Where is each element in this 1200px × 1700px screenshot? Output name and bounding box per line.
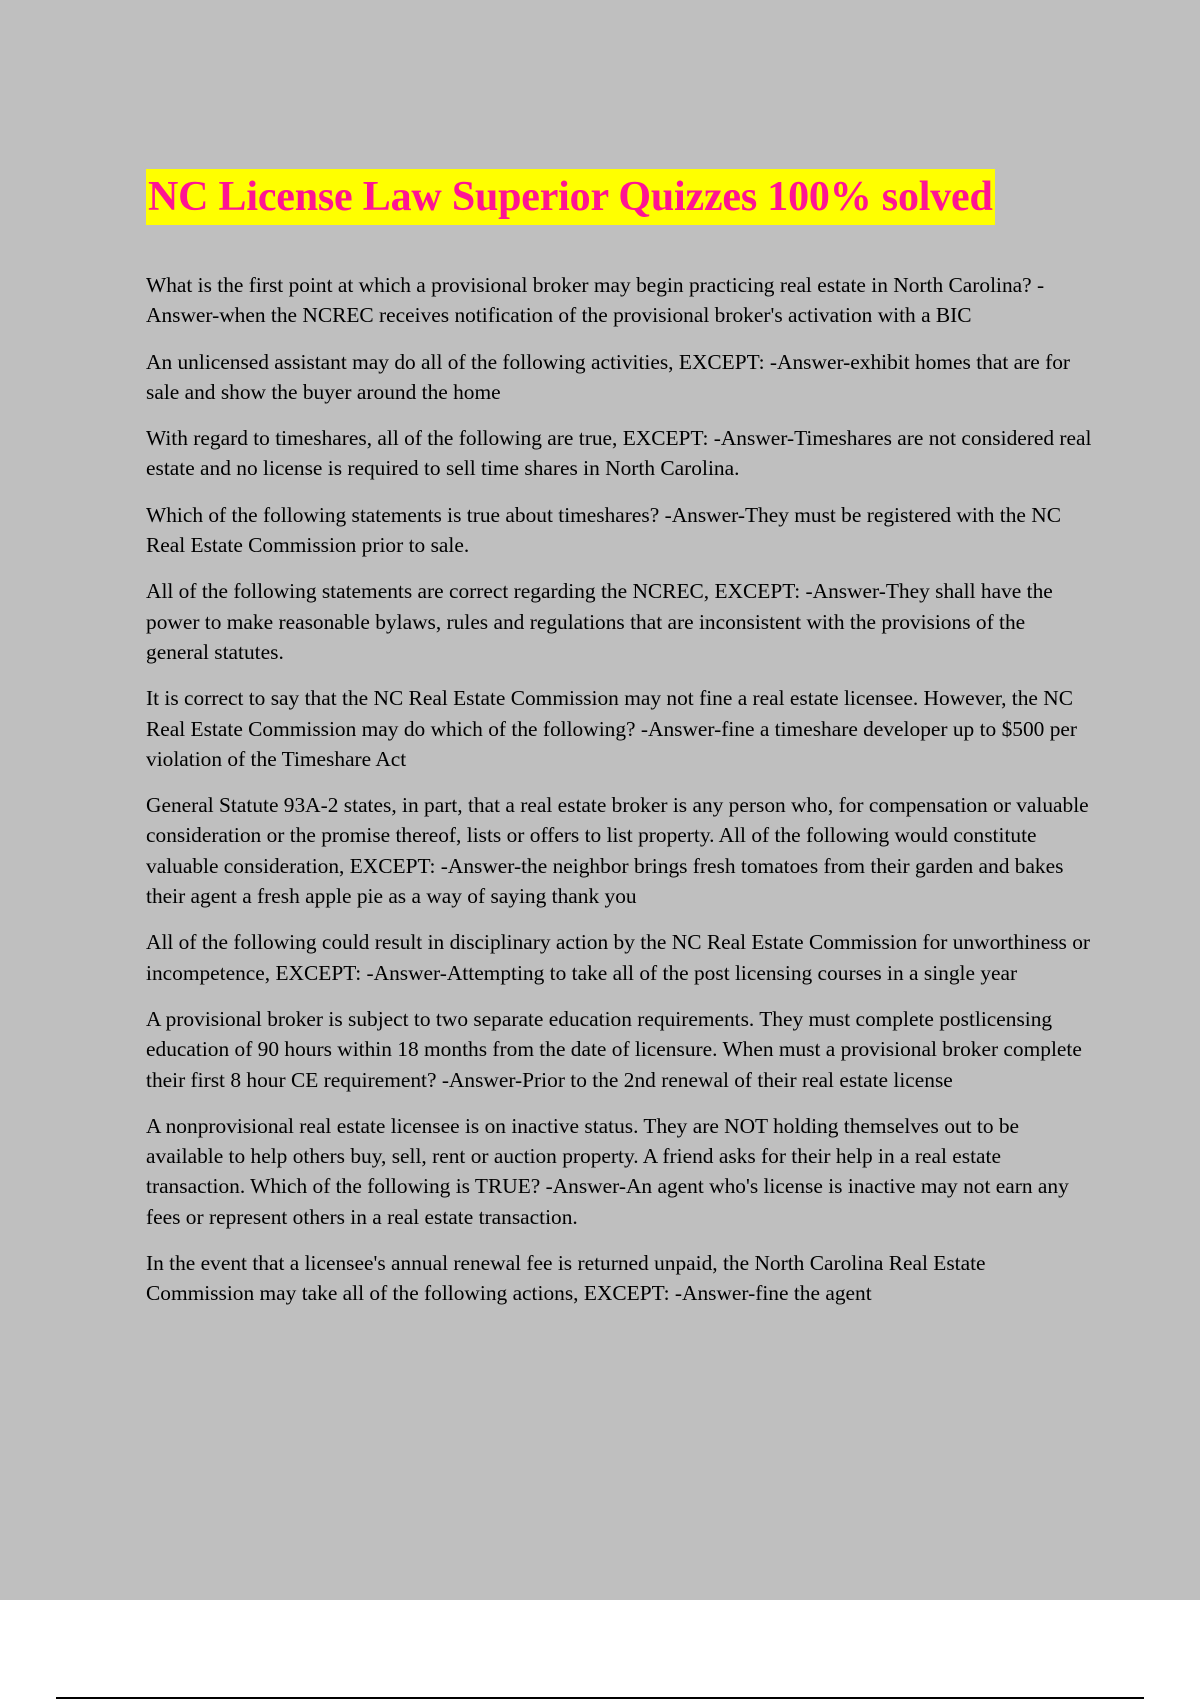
qa-list	[146, 270, 1092, 1325]
qa-item: In the event that a licensee's annual renewal fee is returned unpaid, the North Carolina Real Estate Commission may take all of the following actions, EXCEPT: -Answer-fine the agent	[146, 1251, 986, 1306]
qa-item: All of the following statements are correct regarding the NCREC, EXCEPT: -Answer-They shall have the power to make reasonable bylaws, rules and regulations that are inconsistent with the provisions of the general statutes.	[146, 579, 1053, 664]
footer-divider	[56, 1697, 1144, 1699]
qa-item: A nonprovisional real estate licensee is on inactive status. They are NOT holding themselves out to be available to help others buy, sell, rent or auction property. A friend asks for their help in a real estate transaction. Which of the following is TRUE? -Answer-An agent who's license is inactive may not earn any fees or represent others in a real estate transaction.	[146, 1113, 1069, 1229]
qa-item: An unlicensed assistant may do all of the following activities, EXCEPT: -Answer-exhibit homes that are for sale and show the buyer around the home	[146, 349, 1071, 404]
qa-item: General Statute 93A-2 states, in part, that a real estate broker is any person who, for compensation or valuable consideration or the promise thereof, lists or offers to list property. All of the following would constitute valuable consideration, EXCEPT: -Answer-the neighbor brings fresh tomatoes from their garden and bakes their agent a fresh apple pie as a way of saying thank you	[146, 793, 1089, 909]
qa-item: A provisional broker is subject to two separate education requirements. They must complete postlicensing education of 90 hours within 18 months from the date of licensure. When must a provisional broker complete their first 8 hour CE requirement? -Answer-Prior to the 2nd renewal of their real estate license	[146, 1006, 1082, 1092]
qa-item: It is correct to say that the NC Real Estate Commission may not fine a real estate licensee. However, the NC Real Estate Commission may do which of the following? -Answer-fine a timeshare developer up to $500 per violation of the Timeshare Act	[146, 686, 1078, 771]
qa-item: With regard to timeshares, all of the following are true, EXCEPT: -Answer-Timeshares are not considered real estate and no license is required to sell time shares in North Carolina.	[146, 426, 1092, 481]
title-block	[146, 169, 995, 225]
qa-item: What is the first point at which a provisional broker may begin practicing real estate in North Carolina? -Answer-when the NCREC receives notification of the provisional broker's activation with a BIC	[146, 273, 1045, 328]
qa-item: Which of the following statements is true about timeshares? -Answer-They must be registered with the NC Real Estate Commission prior to sale.	[146, 502, 1061, 558]
document-title: NC License Law Superior Quizzes 100% solved	[146, 169, 995, 225]
qa-item: All of the following could result in disciplinary action by the NC Real Estate Commission for unworthiness or incompetence, EXCEPT: -Answer-Attempting to take all of the post licensing courses in a single year	[146, 930, 1091, 985]
